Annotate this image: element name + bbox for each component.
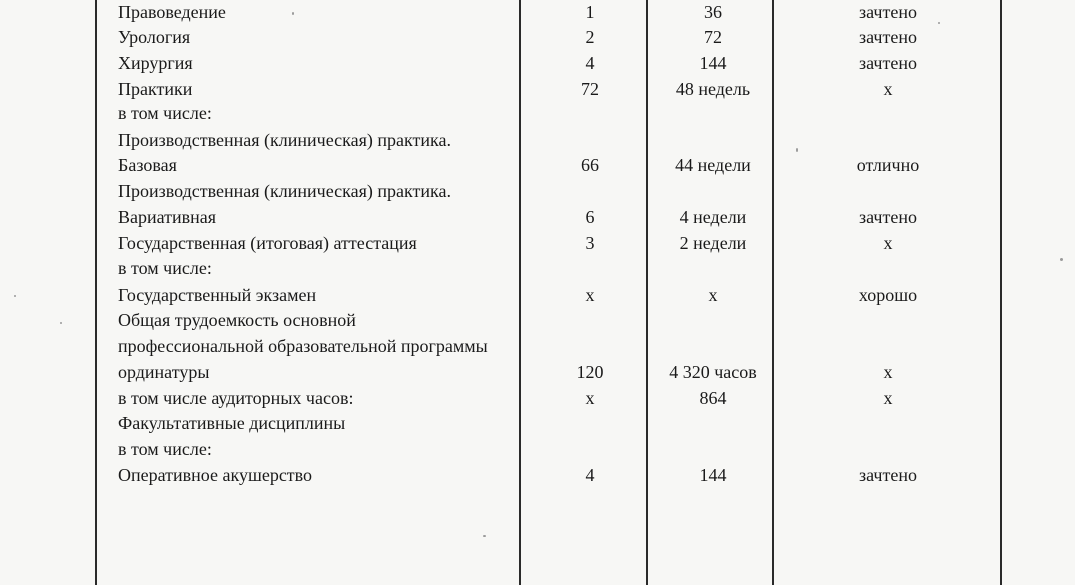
credit-units: 3 <box>585 233 595 253</box>
course-name: Производственная (клиническая) практика. <box>118 130 451 150</box>
scan-speck <box>60 322 62 324</box>
course-name: Оперативное акушерство <box>118 465 313 485</box>
credit-units: 66 <box>581 155 599 175</box>
scan-speck <box>796 148 798 152</box>
credit-units: х <box>585 388 595 408</box>
hours: 48 недель <box>675 79 751 99</box>
credit-units: 6 <box>585 207 595 227</box>
credit-units: 120 <box>576 362 604 382</box>
table-row <box>0 77 1075 101</box>
table-row <box>0 128 1075 152</box>
credit-units: 1 <box>585 2 595 22</box>
hours: 4 320 часов <box>669 362 757 382</box>
table-row <box>0 437 1075 461</box>
course-name: Урология <box>118 27 191 47</box>
credit-units: 4 <box>585 53 595 73</box>
table-row <box>0 411 1075 435</box>
hours: х <box>708 285 718 305</box>
hours: 144 <box>699 53 727 73</box>
course-name: Практики <box>118 79 193 99</box>
scan-speck <box>14 295 16 297</box>
grade: зачтено <box>859 465 917 485</box>
scan-speck <box>483 535 486 537</box>
grade: х <box>883 79 893 99</box>
table-row <box>0 0 1075 24</box>
grade: х <box>883 233 893 253</box>
scan-speck <box>1060 258 1063 261</box>
course-name: в том числе: <box>118 258 212 278</box>
table-row <box>0 308 1075 332</box>
table-row <box>0 360 1075 384</box>
grade: х <box>883 388 893 408</box>
table-row <box>0 386 1075 410</box>
grade: зачтено <box>859 2 917 22</box>
course-name: Государственный экзамен <box>118 285 317 305</box>
hours: 72 <box>704 27 722 47</box>
table-row <box>0 25 1075 49</box>
hours: 44 недели <box>675 155 751 175</box>
course-name: Государственная (итоговая) аттестация <box>118 233 417 253</box>
table-row <box>0 283 1075 307</box>
course-name: Базовая <box>118 155 177 175</box>
course-name: в том числе аудиторных часов: <box>118 388 354 408</box>
course-name: в том числе: <box>118 103 212 123</box>
credit-units: 2 <box>585 27 595 47</box>
table-row <box>0 256 1075 280</box>
course-name: Правоведение <box>118 2 226 22</box>
table-row <box>0 463 1075 487</box>
grade: хорошо <box>858 285 918 305</box>
table-row <box>0 205 1075 229</box>
scan-speck <box>292 12 294 15</box>
course-name: Производственная (клиническая) практика. <box>118 181 451 201</box>
hours: 2 недели <box>679 233 747 253</box>
hours: 36 <box>704 2 722 22</box>
table-row <box>0 51 1075 75</box>
course-name: Хирургия <box>118 53 193 73</box>
course-name: Вариативная <box>118 207 217 227</box>
credit-units: 72 <box>581 79 599 99</box>
hours: 4 недели <box>679 207 747 227</box>
grade: зачтено <box>859 207 917 227</box>
grade: х <box>883 362 893 382</box>
hours: 144 <box>699 465 727 485</box>
table-row <box>0 101 1075 125</box>
scan-speck <box>938 22 940 24</box>
course-name: Общая трудоемкость основной <box>118 310 356 330</box>
course-name: профессиональной образовательной программы <box>118 336 488 356</box>
table-row <box>0 153 1075 177</box>
course-name: в том числе: <box>118 439 212 459</box>
grade: отлично <box>856 155 920 175</box>
credit-units: 4 <box>585 465 595 485</box>
table-row <box>0 179 1075 203</box>
course-name: Факультативные дисциплины <box>118 413 346 433</box>
grade: зачтено <box>859 53 917 73</box>
table-row <box>0 334 1075 358</box>
hours: 864 <box>699 388 727 408</box>
course-name: ординатуры <box>118 362 210 382</box>
table-row <box>0 231 1075 255</box>
credit-units: х <box>585 285 595 305</box>
grade: зачтено <box>859 27 917 47</box>
